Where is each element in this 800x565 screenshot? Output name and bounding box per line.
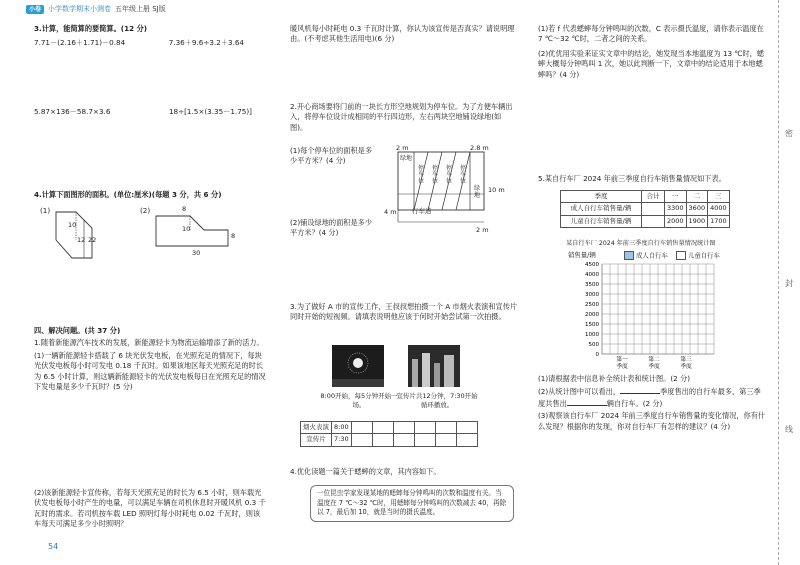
q4-title: 4.计算下面图形的面积。(单位:厘米)(每题 3 分，共 6 分): [34, 190, 222, 199]
chart-category-label: 第二: [648, 357, 660, 363]
parking-dim-bottom: 2 m: [476, 226, 489, 234]
p5-h2: 一: [665, 191, 687, 203]
chart-y-tick: 1500: [585, 322, 599, 328]
p3-row1-label: 烟火表演: [301, 422, 332, 434]
p5-r1-label: 成人自行车销售量/辆: [561, 203, 642, 215]
side-label-3: 线: [785, 425, 793, 434]
p5-r2-total[interactable]: [642, 215, 665, 227]
p3-intro: 3.为了做好 A 市的宣传工作，王叔叔想拍摄一个 A 市烟火表演和宣传片同时开始的短视频。请填表说明他应该于何时开始尝试第一次拍摄。: [290, 302, 518, 322]
parking-spot-4: 停车位: [460, 165, 467, 185]
side-label-1: 密: [785, 129, 793, 138]
parking-spot-1: 停车位: [418, 165, 425, 185]
fireworks-caption: 8:00开始，每5分钟开始一场。: [320, 392, 398, 410]
series-title: 小学数学期末小测卷: [48, 5, 111, 14]
p1-sub2-block: [34, 488, 266, 530]
p3-cell[interactable]: [393, 434, 414, 446]
p4-sub2: (2)优优用实验来证实文章中的结论，她发现当本地温度为 13 ℃时，蟋蟀大概每分钟鸣叫 1 次，她以此判断一下，文章中的结论适用于本地蟋蟀吗？(4 分): [538, 48, 765, 79]
p5-q2-part-c: 辆自行车。(2 分): [606, 398, 663, 408]
p2-sub2: (2)铺设绿地的面积是多少平方米？(4 分): [290, 218, 373, 238]
city-caption: 宣传片共12分钟，7:30开始循环播放。: [396, 392, 478, 410]
q3-expr-3: 5.87×136－58.7×3.6: [34, 106, 111, 116]
parking-spot-3: 停车位: [446, 165, 453, 185]
p5-block: [538, 174, 766, 184]
parking-spot-2: 停车位: [432, 165, 439, 185]
p3-cell[interactable]: [435, 434, 456, 446]
chart-y-tick: 500: [588, 342, 599, 348]
q3-expr-1: 7.71－(2.16＋1.71)－0.84: [34, 38, 126, 48]
chart-y-tick: 2000: [585, 312, 599, 318]
q4-fig2-dim-10: 10: [182, 225, 191, 233]
p3-table: [300, 421, 478, 447]
p5-q2-part-b: 季度售出的自行车最多，第三季度共售出: [538, 387, 761, 408]
p5-intro: 5.某自行车厂 2024 年前三季度自行车销售量情况如下表。: [538, 174, 726, 183]
chart-category-label: 季度: [616, 364, 628, 370]
section-4-title: 四、解决问题。(共 37 分): [34, 326, 121, 335]
p1-sub2: (2)该新能源轻卡宣传称，若每天光照充足的时长为 6.5 小时，则车载光伏发电板每小时产生的电量，可以满足车辆在司机休息时开暖风机 0.3 千瓦时的需求。若司机按车载 LED 照明灯每小时耗电 0.02 千瓦时，则该车每天可满足多少小时照明？: [34, 488, 266, 529]
p4-sub1: (1)若 f 代表蟋蟀每分钟鸣叫的次数，C 表示摄氏温度，请你表示温度在 7 ℃～32 ℃时，二者之间的关系。: [538, 24, 764, 44]
p5-r2-q1: 2000: [665, 215, 687, 227]
q3-title: 3.计算，能简算的要简算。(12 分): [34, 24, 148, 33]
p3-block: [290, 302, 518, 323]
header-brand: [26, 4, 166, 15]
p4-intro: 4.优化读题一篇关于蟋蟀的文章，其内容如下。: [290, 467, 441, 476]
p5-q3: (3)观察该自行车厂 2024 年前三季度自行车销售量的变化情况，你有什么发现？根据你的发现，你对自行车厂有怎样的建议？(4 分): [538, 411, 766, 431]
p3-cell[interactable]: [414, 434, 435, 446]
p5-questions: [538, 374, 766, 432]
q4-fig2-shape: [150, 208, 232, 250]
q4-fig1-shape: [50, 208, 106, 262]
p3-cell[interactable]: [372, 434, 393, 446]
q4-fig2-dim-8a: 8: [182, 205, 187, 213]
q4-fig2-dim-30: 30: [192, 249, 201, 257]
column-3: [538, 24, 766, 80]
p1-sub2-continued: 暖风机每小时耗电 0.3 千瓦时计算，你认为该宣传是否真实？请说明理由。(不考虑其他生活用电)(6 分): [290, 24, 515, 44]
city-photo: [408, 345, 460, 387]
column-1: [34, 24, 266, 117]
p1-intro: 1.随着新能源汽车技术的发展，新能源轻卡为物流运输增添了新的活力。: [34, 338, 264, 348]
p3-cell[interactable]: [393, 422, 414, 434]
p3-cell[interactable]: [456, 434, 477, 446]
legend-adult-label: 成人自行车: [636, 251, 668, 260]
section-4: [34, 326, 266, 393]
p5-h0: 季度: [561, 191, 642, 203]
parking-dim-left: 4 m: [384, 208, 397, 216]
p5-q2-blank-2[interactable]: [567, 398, 607, 406]
p5-q2-blank-1[interactable]: [620, 386, 660, 394]
p5-r1-q3: 4000: [708, 203, 730, 215]
p2-sub1: (1)每个停车位的面积是多少平方米？(4 分): [290, 146, 373, 166]
chart-y-tick: 0: [595, 352, 599, 358]
chart-ylabel: 销售量/辆: [568, 251, 596, 259]
p4-block: [290, 467, 518, 477]
chart-y-tick: 4500: [585, 262, 599, 268]
p2-sub2-block: [290, 218, 374, 239]
chart-y-tick: 4000: [585, 272, 599, 278]
p2-block: [290, 102, 518, 133]
parking-green-left: 绿地: [400, 155, 413, 162]
p3-cell[interactable]: [414, 422, 435, 434]
p4-article-text: 一位昆虫学家发现某地的蟋蟀每分钟鸣叫的次数和温度有关。当温度在 7 ℃～32 ℃时，用蟋蟀每分钟鸣叫的次数减去 40，再除以 7，最后加 10，就是当时的摄氏温度。: [317, 489, 507, 517]
column-2: [290, 24, 518, 45]
grade-label: 五年级上册 SJ版: [115, 5, 166, 14]
p3-cell[interactable]: [372, 422, 393, 434]
p5-table: [560, 190, 730, 228]
q4-fig1-dim-22: 22: [88, 236, 97, 244]
p2-sub1-block: [290, 146, 374, 167]
fireworks-photo: [332, 345, 384, 387]
seal-line-sidebar: [778, 0, 800, 565]
p2-intro: 2.开心商场要将门前的一块长方形空地规划为停车位。为了方便车辆出入，将停车位设计成相同的平行四边形，左右两块空地铺设绿地(如图)。: [290, 102, 513, 132]
p3-cell[interactable]: [351, 422, 372, 434]
q4-block: [34, 190, 266, 200]
legend-child-label: 儿童自行车: [688, 251, 720, 260]
parking-dim-top-right: 2.8 m: [470, 144, 489, 152]
p5-h1: 合计: [642, 191, 665, 203]
p5-r1-q2: 3600: [686, 203, 708, 215]
q4-fig1-dim-12: 12: [77, 236, 86, 244]
page-number: 54: [48, 542, 59, 551]
chart-category-label: 季度: [648, 364, 660, 370]
p5-r1-total[interactable]: [642, 203, 665, 215]
p3-cell[interactable]: [456, 422, 477, 434]
p3-row2-label: 宣传片: [301, 434, 332, 446]
chart-category-label: 季度: [680, 364, 692, 370]
side-label-2: 封: [785, 279, 793, 288]
brand-logo: 小卷: [26, 5, 44, 14]
q3-expr-2: 7.36＋9.6÷3.2＋3.64: [168, 38, 244, 48]
chart-y-tick: 2500: [585, 302, 599, 308]
chart-y-tick: 3500: [585, 282, 599, 288]
chart-y-tick: 3000: [585, 292, 599, 298]
q3-expr-4: 18÷[1.5×(3.35－1.75)]: [168, 106, 252, 116]
parking-dim-right: 10 m: [488, 186, 505, 194]
chart-y-tick: 1000: [585, 332, 599, 338]
chart-category-label: 第三: [680, 357, 692, 363]
q4-fig1-dim-10: 10: [68, 221, 77, 229]
p5-h3: 二: [686, 191, 708, 203]
p5-r2-q2: 1900: [686, 215, 708, 227]
p1-sub1: (1)一辆新能源轻卡搭载了 6 块光伏发电板，在光照充足的情况下，每块光伏发电板每小时可发电 0.18 千瓦时。如果该地区每天光照充足的时长为 6.5 小时计算，则这辆新能源轻卡的光伏发电板每日在光照充足的情况下发电量是多少千瓦时？(5 分): [34, 350, 266, 392]
chart-title: 某自行车厂 2024 年前三季度自行车销售量情况统计图: [566, 240, 716, 247]
p4-article-box: [310, 485, 514, 522]
p3-cell[interactable]: [351, 434, 372, 446]
p3-row2-v1: 7:30: [332, 434, 352, 446]
p5-r1-q1: 3300: [665, 203, 687, 215]
p3-row1-v1: 8:00: [332, 422, 352, 434]
q4-fig1-label: (1): [40, 206, 51, 215]
chart-svg: [560, 258, 760, 370]
parking-lane: 行车道: [412, 207, 432, 215]
p5-r2-q3: 1700: [708, 215, 730, 227]
q4-fig2-dim-8b: 8: [231, 232, 236, 240]
parking-dim-top-left: 2 m: [396, 144, 409, 152]
p3-cell[interactable]: [435, 422, 456, 434]
p5-q2: [538, 386, 766, 409]
p5-r2-label: 儿童自行车销售量/辆: [561, 215, 642, 227]
parking-green-right: 绿地: [474, 185, 481, 199]
q4-fig2-label: (2): [140, 206, 151, 215]
p5-q1: (1)请根据表中信息补全统计表和统计图。(2 分): [538, 374, 691, 383]
chart-category-label: 第一: [616, 357, 628, 363]
p5-h4: 三: [708, 191, 730, 203]
p5-q2-part-a: (2)从统计图中可以看出，: [538, 387, 621, 397]
parking-diagram: [374, 146, 504, 236]
